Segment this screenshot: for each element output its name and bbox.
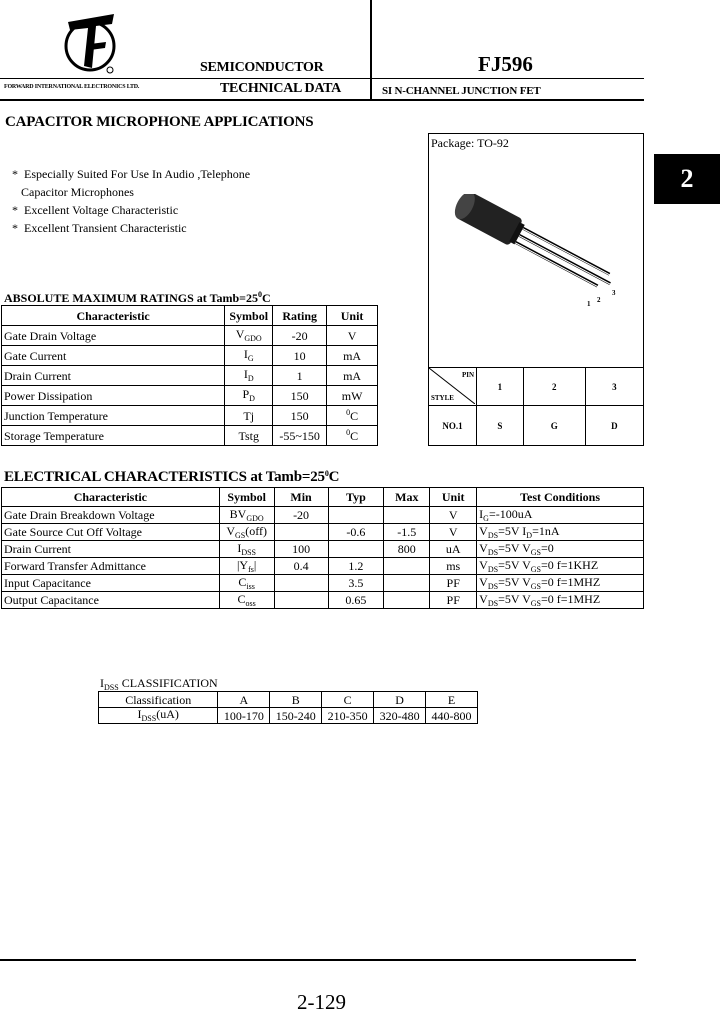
min-cell: -20 [274, 507, 328, 524]
part-description: SI N-CHANNEL JUNCTION FET [382, 85, 541, 97]
section-tab: 2 [654, 154, 720, 204]
feature-list [12, 165, 250, 237]
idss-title: $I_{DSS}$ CLASSIFICATION [100, 676, 218, 692]
typ-cell: 3.5 [328, 575, 384, 592]
header-rule-left [0, 78, 370, 79]
range-cell: 100-170 [218, 708, 270, 724]
max-cell: 800 [384, 541, 430, 558]
max-cell [384, 575, 430, 592]
unit-cell: $^0$C [327, 406, 378, 426]
test-condition-cell: $I_G=-100uA$ [477, 507, 644, 524]
characteristic-cell: Storage Temperature [2, 426, 225, 446]
symbol-cell: $P_D$ [225, 386, 273, 406]
symbol-cell: $C_{oss}$ [219, 592, 274, 609]
column-header: Rating [273, 306, 327, 326]
characteristic-cell: Drain Current [2, 366, 225, 386]
min-cell [274, 592, 328, 609]
unit-cell: V [430, 507, 477, 524]
max-cell [384, 558, 430, 575]
column-header: Characteristic [2, 306, 225, 326]
characteristic-cell: Gate Drain Voltage [2, 326, 225, 346]
column-header: Symbol [225, 306, 273, 326]
min-cell [274, 524, 328, 541]
column-header: Max [384, 488, 430, 507]
package-label: Package: TO-92 [431, 136, 509, 150]
electrical-title: ELECTRICAL CHARACTERISTICS at $Tamb=25^0C$ [4, 469, 340, 485]
characteristic-cell: Junction Temperature [2, 406, 225, 426]
rating-cell: 150 [273, 386, 327, 406]
test-condition-cell: $V_{DS}=5V$ $V_{GS}=0$ f=1MHZ [477, 575, 644, 592]
characteristic-cell: Power Dissipation [2, 386, 225, 406]
typ-cell: 0.65 [328, 592, 384, 609]
pin-number: 2 [523, 368, 585, 406]
company-logo [62, 8, 120, 78]
range-cell: 440-800 [426, 708, 478, 724]
max-cell: -1.5 [384, 524, 430, 541]
rating-cell: -20 [273, 326, 327, 346]
characteristic-cell: Gate Current [2, 346, 225, 366]
electrical-table [1, 487, 644, 609]
footer-rule [0, 959, 636, 961]
class-cell: D [374, 692, 426, 708]
classification-label: Classification [99, 692, 218, 708]
range-cell: 210-350 [322, 708, 374, 724]
class-cell: B [270, 692, 322, 708]
to92-package-drawing [449, 194, 639, 314]
column-header: Symbol [219, 488, 274, 507]
rating-cell: 150 [273, 406, 327, 426]
min-cell [274, 575, 328, 592]
header-rule-right [372, 78, 644, 79]
pin-number: 1 [477, 368, 524, 406]
unit-cell: mA [327, 366, 378, 386]
class-cell: A [218, 692, 270, 708]
unit-cell: mA [327, 346, 378, 366]
test-condition-cell: $V_{DS}=5V$ $V_{GS}=0$ f=1KHZ [477, 558, 644, 575]
unit-cell: ms [430, 558, 477, 575]
pin-style-header-cell [429, 368, 477, 406]
column-header: Min [274, 488, 328, 507]
range-cell: 150-240 [270, 708, 322, 724]
rating-cell: -55~150 [273, 426, 327, 446]
style-number: NO.1 [429, 406, 477, 446]
symbol-cell: $V_{GDO}$ [225, 326, 273, 346]
symbol-cell: $I_D$ [225, 366, 273, 386]
class-cell: E [426, 692, 478, 708]
unit-cell: uA [430, 541, 477, 558]
symbol-cell: $C_{iss}$ [219, 575, 274, 592]
pin-function: G [523, 406, 585, 446]
symbol-cell: Tstg [225, 426, 273, 446]
characteristic-cell: Forward Transfer Admittance [2, 558, 220, 575]
typ-cell: 1.2 [328, 558, 384, 575]
table-row [2, 524, 644, 541]
min-cell: 0.4 [274, 558, 328, 575]
lead-label-3: 3 [612, 289, 616, 297]
range-cell: 320-480 [374, 708, 426, 724]
symbol-cell: $V_{GS}(off)$ [219, 524, 274, 541]
characteristic-cell: Gate Drain Breakdown Voltage [2, 507, 220, 524]
max-cell [384, 592, 430, 609]
style-header: STYLE [431, 394, 454, 403]
abs-max-title: ABSOLUTE MAXIMUM RATINGS at $Tamb=25^0C$ [4, 290, 271, 305]
idss-table [98, 691, 478, 724]
unit-cell: $^0$C [327, 426, 378, 446]
symbol-cell: $I_G$ [225, 346, 273, 366]
table-row [2, 541, 644, 558]
table-row [99, 692, 478, 708]
table-row [2, 346, 378, 366]
table-row [2, 406, 378, 426]
table-row [2, 366, 378, 386]
lead-label-1: 1 [587, 300, 591, 308]
header-semiconductor: SEMICONDUCTOR [200, 60, 324, 75]
header-divider-vertical [370, 0, 372, 100]
pin-number: 3 [585, 368, 643, 406]
typ-cell: -0.6 [328, 524, 384, 541]
column-header: Typ [328, 488, 384, 507]
characteristic-cell: Gate Source Cut Off Voltage [2, 524, 220, 541]
characteristic-cell: Input Capacitance [2, 575, 220, 592]
feature-item: * Excellent Transient Characteristic [12, 221, 187, 235]
max-cell [384, 507, 430, 524]
symbol-cell: $|Y_{fs}|$ [219, 558, 274, 575]
rating-cell: 1 [273, 366, 327, 386]
company-name: FORWARD INTERNATIONAL ELECTRONICS LTD. [4, 84, 140, 90]
symbol-cell: $BV_{GDO}$ [219, 507, 274, 524]
characteristic-cell: Output Capacitance [2, 592, 220, 609]
typ-cell [328, 507, 384, 524]
unit-cell: V [430, 524, 477, 541]
feature-item: * Especially Suited For Use In Audio ,Telephone [12, 167, 251, 181]
symbol-cell: Tj [225, 406, 273, 426]
min-cell: 100 [274, 541, 328, 558]
feature-item: Capacitor Microphones [21, 185, 134, 199]
characteristic-cell: Drain Current [2, 541, 220, 558]
pin-header: PIN [461, 371, 474, 379]
typ-cell [328, 541, 384, 558]
table-row [2, 507, 644, 524]
pin-table [428, 367, 644, 446]
header-rule-bottom [0, 99, 644, 101]
unit-cell: mW [327, 386, 378, 406]
test-condition-cell: $V_{DS}=5V$ $V_{GS}=0$ [477, 541, 644, 558]
header-technical-data: TECHNICAL DATA [220, 81, 341, 96]
column-header: Unit [430, 488, 477, 507]
table-row [2, 426, 378, 446]
idss-label: $I_{DSS}(uA)$ [99, 708, 218, 724]
table-row [2, 386, 378, 406]
column-header: Characteristic [2, 488, 220, 507]
pin-function: D [585, 406, 643, 446]
unit-cell: PF [430, 575, 477, 592]
symbol-cell: $I_{DSS}$ [219, 541, 274, 558]
class-cell: C [322, 692, 374, 708]
feature-item: * Excellent Voltage Characteristic [12, 203, 179, 217]
unit-cell: PF [430, 592, 477, 609]
table-row [2, 558, 644, 575]
part-number: FJ596 [478, 52, 533, 76]
rating-cell: 10 [273, 346, 327, 366]
table-row [2, 592, 644, 609]
abs-max-table [1, 305, 378, 446]
column-header: Unit [327, 306, 378, 326]
application-title: CAPACITOR MICROPHONE APPLICATIONS [5, 114, 314, 130]
page-number: 2-129 [297, 990, 346, 1012]
pin-function: S [477, 406, 524, 446]
test-condition-cell: $V_{DS}=5V$ $I_D=1nA$ [477, 524, 644, 541]
table-row [2, 326, 378, 346]
unit-cell: V [327, 326, 378, 346]
table-row [2, 575, 644, 592]
table-row [99, 708, 478, 724]
column-header: Test Conditions [477, 488, 644, 507]
lead-label-2: 2 [597, 296, 601, 304]
test-condition-cell: $V_{DS}=5V$ $V_{GS}=0$ f=1MHZ [477, 592, 644, 609]
